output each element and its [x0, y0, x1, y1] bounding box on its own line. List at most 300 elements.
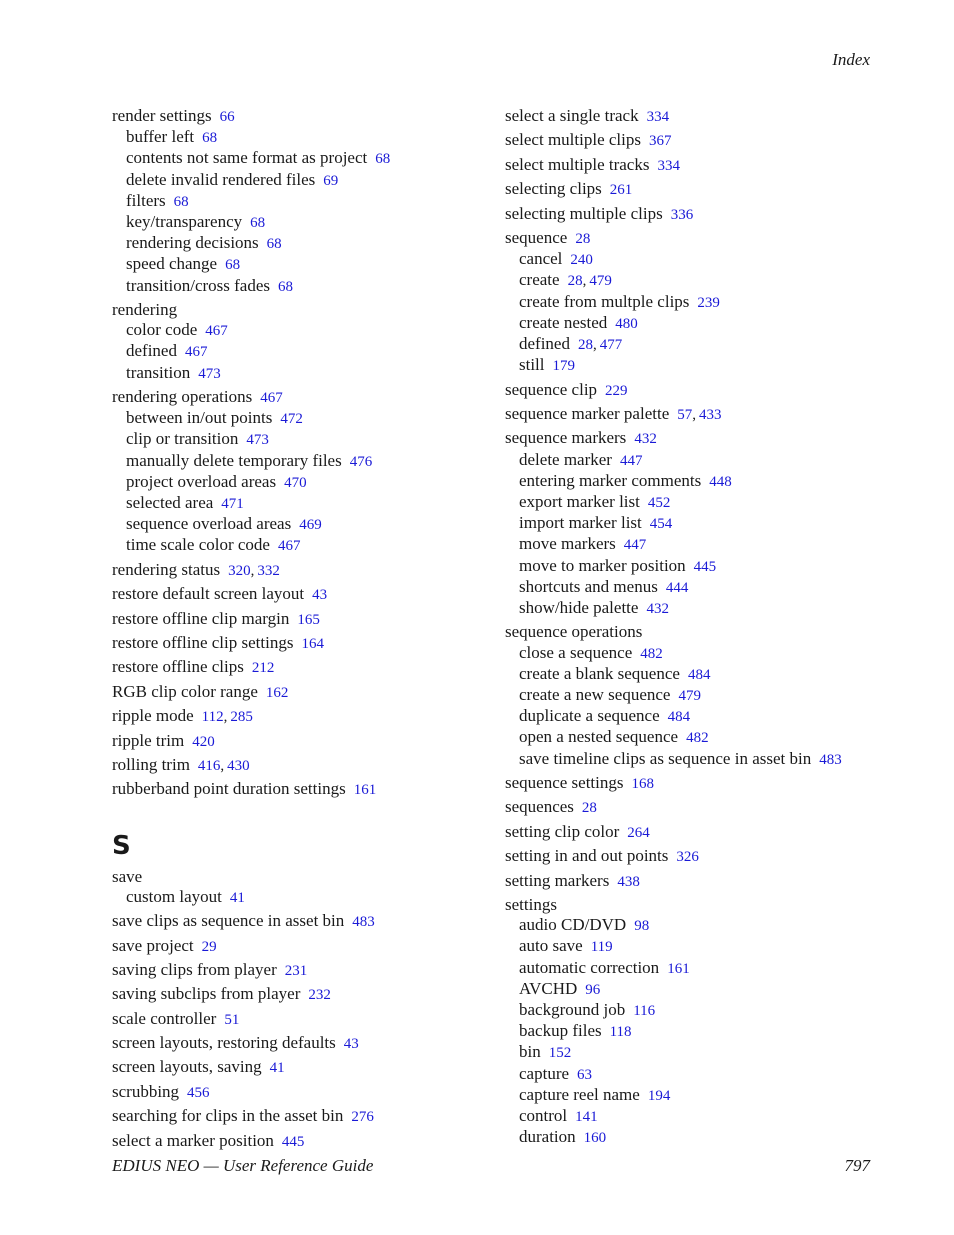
index-term: color code	[126, 320, 198, 340]
index-subentry	[505, 450, 905, 471]
page-separator: ,	[250, 562, 255, 579]
page-link[interactable]: 452	[647, 494, 671, 511]
index-term: rolling trim	[112, 754, 190, 774]
page-link[interactable]: 454	[649, 516, 673, 533]
index-term: restore default screen layout	[112, 584, 305, 604]
page-link[interactable]: 261	[609, 182, 633, 199]
index-subentry	[505, 270, 905, 291]
index-entry	[112, 1106, 492, 1127]
page-link[interactable]: 276	[351, 1109, 374, 1126]
page-link[interactable]: 68	[278, 278, 293, 295]
page-link[interactable]: 43	[343, 1036, 359, 1053]
page-link[interactable]: 43	[312, 587, 328, 604]
index-entry	[112, 1082, 492, 1103]
index-subentry	[505, 1127, 905, 1148]
index-subentry	[112, 170, 492, 191]
index-entry	[112, 706, 492, 727]
page-link[interactable]: 472	[280, 411, 303, 428]
page-link[interactable]: 447	[623, 537, 647, 554]
index-term: move to marker position	[519, 555, 686, 575]
index-term: export marker list	[519, 491, 640, 511]
index-term: create a blank sequence	[519, 663, 680, 683]
index-subentry	[505, 727, 905, 748]
index-entry	[112, 1033, 492, 1054]
index-subentry	[112, 472, 492, 493]
index-term: AVCHD	[519, 978, 578, 998]
index-term: entering marker comments	[519, 470, 702, 490]
page-link[interactable]: 430	[227, 757, 250, 774]
index-entry	[505, 380, 905, 401]
index-subentry	[112, 535, 492, 556]
index-subentry	[505, 471, 905, 492]
index-entry-term-line	[112, 1131, 492, 1152]
index-entry-term-line	[112, 560, 492, 581]
page-link[interactable]: 445	[693, 558, 717, 575]
page-link[interactable]: 484	[687, 666, 711, 683]
index-term: sequence settings	[505, 772, 624, 792]
page-separator: ,	[692, 406, 696, 423]
page-separator: ,	[592, 336, 597, 353]
index-entry-term-line	[505, 871, 905, 892]
index-term: bin	[519, 1042, 541, 1062]
page-link[interactable]: 416	[197, 757, 221, 774]
page-number: 797	[844, 1156, 870, 1175]
page-link[interactable]: 470	[284, 474, 307, 491]
index-entry-term-line	[505, 404, 905, 425]
page-link[interactable]: 41	[269, 1060, 285, 1077]
index-subentry	[505, 979, 905, 1000]
index-entry-term-line	[505, 797, 905, 818]
page-link[interactable]: 482	[686, 730, 709, 747]
index-term: move markers	[519, 534, 616, 554]
index-term: saving subclips from player	[112, 984, 301, 1004]
index-term: scrubbing	[112, 1081, 180, 1101]
index-term: rendering decisions	[126, 233, 259, 253]
page-link[interactable]: 483	[352, 914, 375, 931]
index-term: create from multple clips	[519, 291, 690, 311]
index-entry-term-line	[112, 779, 492, 800]
index-subentry	[505, 706, 905, 727]
index-entry	[505, 106, 905, 127]
page-link[interactable]: 285	[230, 709, 253, 726]
index-subentry	[112, 148, 492, 169]
page-footer	[112, 1156, 870, 1176]
page-link[interactable]: 448	[709, 473, 732, 490]
page-link[interactable]: 179	[552, 358, 576, 375]
index-term: clip or transition	[126, 429, 239, 449]
page-link[interactable]: 473	[246, 432, 269, 449]
index-term: RGB clip color range	[112, 681, 258, 701]
index-entry	[112, 300, 492, 384]
page-link[interactable]: 57	[677, 406, 693, 423]
page-link[interactable]: 467	[260, 390, 283, 407]
index-entry	[112, 936, 492, 957]
index-subentry	[505, 249, 905, 270]
page-link[interactable]: 432	[634, 431, 657, 448]
page-link[interactable]: 165	[297, 611, 320, 628]
index-term: rendering operations	[112, 387, 253, 407]
index-term: create a new sequence	[519, 684, 671, 704]
index-subentry	[505, 1085, 905, 1106]
footer-title: EDIUS NEO — User Reference Guide	[112, 1156, 374, 1175]
index-entry-term-line	[505, 204, 905, 225]
page-link[interactable]: 232	[308, 987, 331, 1004]
page-link[interactable]: 28	[581, 800, 597, 817]
index-entry	[112, 1131, 492, 1152]
index-entry-term-line	[112, 731, 492, 752]
index-term: speed change	[126, 254, 218, 274]
index-term: duplicate a sequence	[519, 706, 660, 726]
page-link[interactable]: 467	[205, 323, 228, 340]
index-subentry	[505, 598, 905, 619]
page-link[interactable]: 41	[229, 889, 245, 906]
index-subentry	[505, 749, 905, 770]
index-term: rendering status	[112, 559, 221, 579]
page-link[interactable]: 240	[570, 252, 593, 269]
index-entry	[112, 106, 492, 297]
index-entry-term-line	[112, 1009, 492, 1030]
index-entry-term-line	[112, 936, 492, 957]
index-entry	[112, 755, 492, 776]
index-term: time scale color code	[126, 535, 270, 555]
index-subentry	[505, 1021, 905, 1042]
index-term: transition	[126, 362, 191, 382]
index-subentry	[505, 685, 905, 706]
index-term: rendering	[112, 300, 178, 320]
index-entry	[505, 797, 905, 818]
index-entry	[505, 895, 905, 1148]
index-term: select a marker position	[112, 1130, 274, 1150]
index-subentry	[505, 1000, 905, 1021]
index-entry	[505, 130, 905, 151]
index-term: defined	[519, 333, 570, 353]
index-entry-term-line	[505, 130, 905, 151]
page-link[interactable]: 116	[633, 1002, 656, 1019]
index-subentry	[112, 363, 492, 384]
index-term: automatic correction	[519, 957, 660, 977]
page-link[interactable]: 332	[257, 562, 280, 579]
index-subentry	[112, 276, 492, 297]
index-entry-term-line	[505, 155, 905, 176]
index-entry-term-line	[112, 633, 492, 654]
index-entry	[505, 622, 905, 769]
page-link[interactable]: 68	[375, 151, 391, 168]
index-subentry	[505, 664, 905, 685]
index-entry-term-line	[112, 984, 492, 1005]
index-term: show/hide palette	[519, 597, 639, 617]
page-link[interactable]: 479	[678, 687, 701, 704]
index-entry-term-line	[505, 895, 905, 915]
page-link[interactable]: 467	[184, 344, 208, 361]
page-link[interactable]: 477	[599, 336, 623, 353]
index-entry-term-line	[112, 755, 492, 776]
index-term: duration	[519, 1127, 576, 1147]
index-term: saving clips from player	[112, 959, 277, 979]
index-subentry	[112, 212, 492, 233]
index-entry	[112, 560, 492, 581]
index-subentry	[505, 958, 905, 979]
index-subentry	[505, 513, 905, 534]
index-term: shortcuts and menus	[519, 576, 658, 596]
index-subentry	[505, 1106, 905, 1127]
index-term: delete marker	[519, 449, 612, 469]
index-entry-term-line	[505, 428, 905, 449]
index-entry-term-line	[112, 682, 492, 703]
index-term: searching for clips in the asset bin	[112, 1106, 344, 1126]
index-entry	[505, 773, 905, 794]
index-term: screen layouts, saving	[112, 1057, 262, 1077]
index-subentry	[112, 127, 492, 148]
page-link[interactable]: 28	[577, 336, 593, 353]
index-entry-term-line	[112, 1033, 492, 1054]
index-term: filters	[126, 190, 166, 210]
index-entry	[112, 682, 492, 703]
index-subentry	[505, 492, 905, 513]
index-term: save timeline clips as sequence in asset bin	[519, 748, 812, 768]
running-header: Index	[832, 50, 870, 69]
index-entry-term-line	[112, 387, 492, 408]
index-entry-term-line	[112, 867, 492, 887]
index-subentry	[112, 887, 492, 908]
index-term: still	[519, 355, 545, 375]
index-entry	[505, 228, 905, 376]
page-link[interactable]: 161	[353, 782, 377, 799]
page-link[interactable]: 168	[631, 775, 654, 792]
index-subentry	[112, 320, 492, 341]
page-link[interactable]: 68	[173, 193, 189, 210]
index-entry-term-line	[505, 773, 905, 794]
index-term: key/transparency	[126, 212, 243, 232]
page-link[interactable]: 69	[323, 172, 339, 189]
page-link[interactable]: 334	[657, 157, 680, 174]
page-link[interactable]: 438	[617, 873, 640, 890]
index-term: select a single track	[505, 106, 639, 125]
page-separator: ,	[223, 709, 228, 726]
index-subentry	[505, 534, 905, 555]
page-link[interactable]: 473	[198, 365, 221, 382]
index-entry	[505, 404, 905, 425]
page-link[interactable]: 447	[619, 452, 643, 469]
index-term: between in/out points	[126, 408, 273, 428]
index-term: sequence marker palette	[505, 403, 670, 423]
index-entry	[112, 584, 492, 605]
index-term: selecting multiple clips	[505, 203, 663, 223]
index-term: rubberband point duration settings	[112, 779, 346, 799]
index-subentry	[505, 313, 905, 334]
index-term: capture reel name	[519, 1084, 640, 1104]
page-link[interactable]: 28	[567, 273, 583, 290]
index-term: auto save	[519, 936, 583, 956]
index-term: defined	[126, 341, 177, 361]
page-link[interactable]: 28	[575, 230, 591, 247]
index-entry	[112, 1057, 492, 1078]
index-term: sequence overload areas	[126, 514, 292, 534]
index-term: select multiple tracks	[505, 154, 650, 174]
index-term: selecting clips	[505, 179, 602, 199]
page-link[interactable]: 482	[640, 645, 663, 662]
index-entry-term-line	[112, 106, 492, 127]
index-term: manually delete temporary files	[126, 450, 342, 470]
page-link[interactable]: 68	[250, 215, 266, 232]
index-column-right	[505, 106, 905, 1152]
index-term: setting markers	[505, 870, 610, 890]
page-link[interactable]: 51	[224, 1011, 240, 1028]
index-entry	[505, 822, 905, 843]
page-link[interactable]: 471	[221, 496, 244, 513]
page-link[interactable]: 68	[202, 130, 218, 147]
index-entry-term-line	[112, 1057, 492, 1078]
index-entry-term-line	[112, 609, 492, 630]
index-entry	[112, 911, 492, 932]
page-link[interactable]: 141	[575, 1108, 598, 1125]
index-subentry	[112, 429, 492, 450]
index-subentry	[112, 254, 492, 275]
page-separator: ,	[582, 273, 587, 290]
index-subentry	[505, 556, 905, 577]
index-term: transition/cross fades	[126, 275, 270, 295]
index-subentry	[505, 915, 905, 936]
index-term: select multiple clips	[505, 130, 641, 150]
index-term: save clips as sequence in asset bin	[112, 911, 345, 931]
index-entry-term-line	[505, 179, 905, 200]
page-link[interactable]: 112	[201, 709, 224, 726]
index-entry-term-line	[112, 657, 492, 678]
index-term: contents not same format as project	[126, 148, 368, 168]
index-term: render settings	[112, 106, 212, 125]
page-link[interactable]: 420	[192, 733, 215, 750]
index-term: setting clip color	[505, 821, 620, 841]
page-link[interactable]: 336	[670, 206, 694, 223]
index-entry-term-line	[505, 622, 905, 642]
index-term: restore offline clip settings	[112, 633, 294, 652]
index-term: audio CD/DVD	[519, 915, 627, 935]
page-link[interactable]: 160	[583, 1130, 607, 1147]
index-entry	[505, 871, 905, 892]
page-link[interactable]: 29	[201, 938, 217, 955]
page-separator: ,	[220, 757, 225, 774]
index-term: open a nested sequence	[519, 727, 679, 747]
page-link[interactable]: 479	[589, 273, 612, 290]
page-link[interactable]: 264	[627, 824, 650, 841]
page-link[interactable]: 467	[277, 538, 301, 555]
index-entry-term-line	[112, 300, 492, 320]
index-subentry	[112, 233, 492, 254]
index-entry-term-line	[112, 1106, 492, 1127]
page-link[interactable]: 469	[299, 517, 322, 534]
page-link[interactable]: 119	[590, 939, 613, 956]
index-entry	[505, 428, 905, 619]
page-link[interactable]: 320	[228, 562, 251, 579]
page-link[interactable]: 444	[665, 579, 689, 596]
index-entry	[112, 387, 492, 557]
index-entry	[112, 1009, 492, 1030]
index-term: ripple mode	[112, 706, 194, 726]
index-entry-term-line	[112, 960, 492, 981]
page-link[interactable]: 98	[634, 918, 650, 935]
index-term: ripple trim	[112, 730, 185, 750]
page-link[interactable]: 483	[819, 751, 842, 768]
page-link[interactable]: 367	[648, 133, 672, 150]
index-term: import marker list	[519, 513, 642, 533]
page-link[interactable]: 63	[577, 1066, 593, 1083]
index-entry	[505, 846, 905, 867]
page-link[interactable]: 433	[699, 406, 722, 423]
index-term: sequence markers	[505, 428, 627, 448]
page-link[interactable]: 68	[266, 236, 282, 253]
index-entry-term-line	[112, 1082, 492, 1103]
index-term: selected area	[126, 493, 214, 513]
index-entry	[112, 731, 492, 752]
page-link[interactable]: 334	[646, 109, 670, 125]
index-term: close a sequence	[519, 642, 633, 662]
page-link[interactable]: 229	[605, 382, 628, 399]
index-subentry	[505, 936, 905, 957]
index-subentry	[505, 1064, 905, 1085]
index-term: delete invalid rendered files	[126, 169, 316, 189]
index-subentry	[112, 191, 492, 212]
page-link[interactable]: 231	[284, 962, 308, 979]
index-section-letter: S	[112, 830, 131, 861]
page-link[interactable]: 480	[615, 315, 638, 332]
index-term: scale controller	[112, 1008, 217, 1028]
index-subentry	[112, 451, 492, 472]
index-entry-term-line	[112, 911, 492, 932]
page-link[interactable]: 96	[585, 981, 601, 998]
index-term: backup files	[519, 1021, 602, 1041]
index-term: settings	[505, 894, 557, 914]
index-term: control	[519, 1105, 568, 1125]
index-subentry	[505, 355, 905, 376]
page-link[interactable]: 118	[609, 1024, 632, 1041]
index-entry	[112, 960, 492, 981]
index-term: background job	[519, 999, 626, 1019]
index-term: sequences	[505, 797, 574, 817]
index-subentry	[112, 514, 492, 535]
page-link[interactable]: 239	[697, 294, 720, 311]
index-entry	[112, 867, 492, 908]
page-link[interactable]: 152	[548, 1045, 572, 1062]
index-subentry	[112, 408, 492, 429]
page-link[interactable]: 326	[676, 849, 699, 866]
page-link[interactable]: 212	[251, 660, 275, 677]
page-link[interactable]: 161	[667, 960, 690, 977]
index-term: restore offline clips	[112, 657, 244, 677]
page-link[interactable]: 162	[265, 684, 289, 701]
index-entry-term-line	[505, 106, 905, 127]
page-link[interactable]: 68	[225, 257, 241, 274]
index-term: custom layout	[126, 886, 222, 906]
index-entry-term-line	[112, 706, 492, 727]
page-link[interactable]: 476	[349, 453, 373, 470]
page-link[interactable]: 484	[667, 709, 691, 726]
index-subentry	[505, 292, 905, 313]
page-link[interactable]: 194	[647, 1087, 671, 1104]
index-entry	[112, 984, 492, 1005]
index-subentry	[505, 643, 905, 664]
page-link[interactable]: 456	[187, 1084, 210, 1101]
index-subentry	[112, 493, 492, 514]
page-link[interactable]: 445	[281, 1133, 305, 1150]
page-link[interactable]: 432	[646, 600, 669, 617]
page-link[interactable]: 164	[301, 636, 324, 652]
index-entry-term-line	[505, 822, 905, 843]
index-term: save project	[112, 935, 194, 955]
index-term: cancel	[519, 249, 563, 269]
index-term: buffer left	[126, 127, 195, 147]
index-subentry	[505, 334, 905, 355]
page-link[interactable]: 66	[219, 109, 235, 125]
index-term: create	[519, 270, 560, 290]
